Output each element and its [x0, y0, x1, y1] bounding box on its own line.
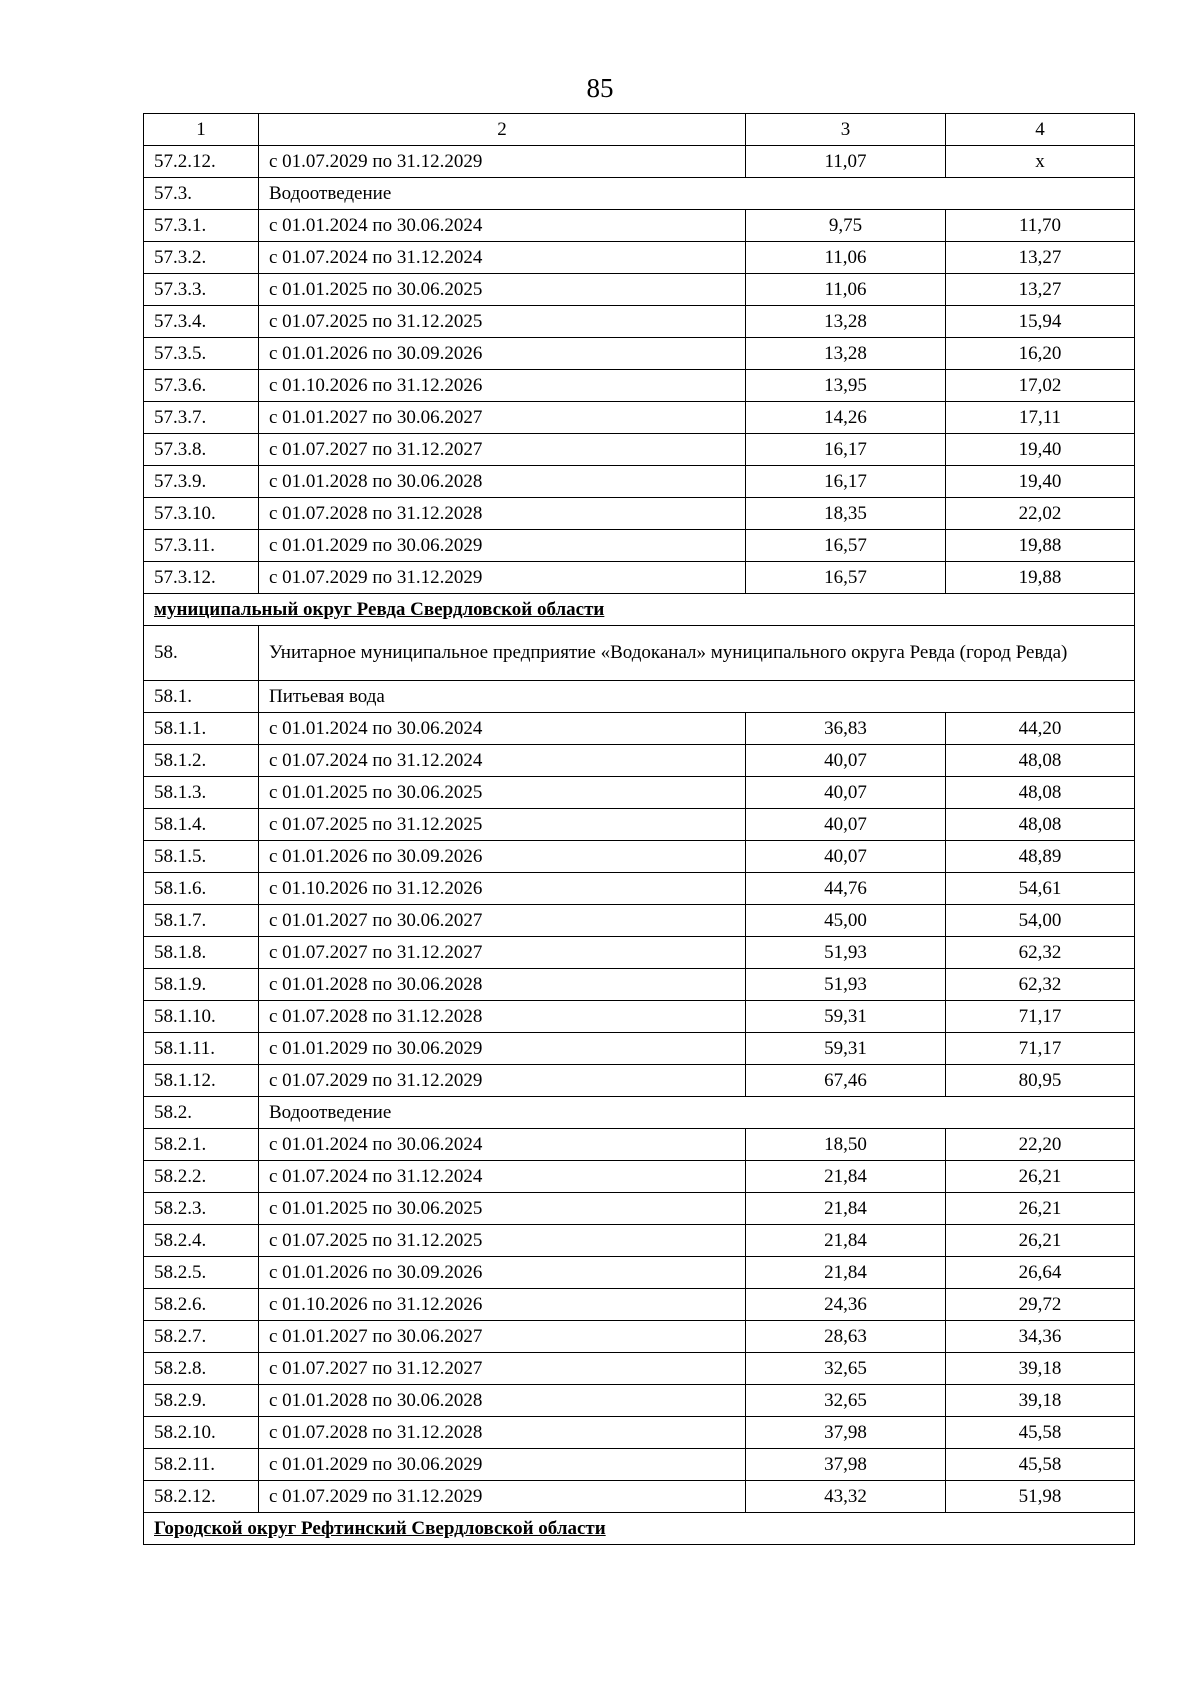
- row-period: с 01.01.2029 по 30.06.2029: [259, 1449, 746, 1481]
- row-period: с 01.07.2029 по 31.12.2029: [259, 1481, 746, 1513]
- section-title: муниципальный округ Ревда Свердловской области: [144, 594, 1135, 626]
- table-row: [144, 530, 1135, 562]
- row-code: 58.1.1.: [144, 713, 259, 745]
- row-value-col3: 18,35: [746, 498, 946, 530]
- row-value-col4: 19,88: [946, 530, 1135, 562]
- group-label: Питьевая вода: [259, 681, 1135, 713]
- row-code: 58.2.7.: [144, 1321, 259, 1353]
- row-code: 58.1.9.: [144, 969, 259, 1001]
- row-value-col3: 40,07: [746, 809, 946, 841]
- row-code: 58.2.3.: [144, 1193, 259, 1225]
- group-code: 58.2.: [144, 1097, 259, 1129]
- row-code: 58.1.7.: [144, 905, 259, 937]
- row-value-col4: 13,27: [946, 242, 1135, 274]
- row-value-col4: 22,20: [946, 1129, 1135, 1161]
- row-value-col3: 13,28: [746, 338, 946, 370]
- row-value-col4: 26,21: [946, 1161, 1135, 1193]
- row-value-col3: 18,50: [746, 1129, 946, 1161]
- row-period: с 01.01.2028 по 30.06.2028: [259, 466, 746, 498]
- row-value-col3: 51,93: [746, 937, 946, 969]
- row-value-col3: 11,06: [746, 274, 946, 306]
- row-period: с 01.01.2025 по 30.06.2025: [259, 1193, 746, 1225]
- row-code: 57.3.12.: [144, 562, 259, 594]
- table-header-row: [144, 114, 1135, 146]
- row-code: 58.2.2.: [144, 1161, 259, 1193]
- row-period: с 01.10.2026 по 31.12.2026: [259, 370, 746, 402]
- row-value-col4: 39,18: [946, 1385, 1135, 1417]
- column-header-3: 3: [746, 114, 946, 146]
- table-row: [144, 1385, 1135, 1417]
- row-code: 58.2.9.: [144, 1385, 259, 1417]
- row-period: с 01.01.2026 по 30.09.2026: [259, 841, 746, 873]
- row-value-col3: 11,07: [746, 146, 946, 178]
- row-value-col4: 51,98: [946, 1481, 1135, 1513]
- row-period: с 01.01.2025 по 30.06.2025: [259, 777, 746, 809]
- row-period: с 01.07.2027 по 31.12.2027: [259, 1353, 746, 1385]
- row-period: с 01.07.2029 по 31.12.2029: [259, 1065, 746, 1097]
- row-period: с 01.01.2029 по 30.06.2029: [259, 530, 746, 562]
- row-code: 57.3.4.: [144, 306, 259, 338]
- row-value-col4: 17,11: [946, 402, 1135, 434]
- row-period: с 01.01.2029 по 30.06.2029: [259, 1033, 746, 1065]
- row-period: с 01.01.2024 по 30.06.2024: [259, 1129, 746, 1161]
- row-code: 58.2.8.: [144, 1353, 259, 1385]
- row-period: с 01.01.2027 по 30.06.2027: [259, 1321, 746, 1353]
- table-row: [144, 146, 1135, 178]
- tariff-table-body: [144, 114, 1135, 1545]
- table-row: [144, 969, 1135, 1001]
- row-code: 58.2.4.: [144, 1225, 259, 1257]
- row-value-col3: 67,46: [746, 1065, 946, 1097]
- row-period: с 01.01.2024 по 30.06.2024: [259, 713, 746, 745]
- row-value-col3: 16,57: [746, 530, 946, 562]
- row-code: 57.3.9.: [144, 466, 259, 498]
- row-period: с 01.07.2028 по 31.12.2028: [259, 498, 746, 530]
- row-period: с 01.01.2026 по 30.09.2026: [259, 1257, 746, 1289]
- row-period: с 01.10.2026 по 31.12.2026: [259, 873, 746, 905]
- row-value-col4: 19,88: [946, 562, 1135, 594]
- section-heading-row: [144, 1513, 1135, 1545]
- row-value-col4: 71,17: [946, 1001, 1135, 1033]
- row-period: с 01.07.2029 по 31.12.2029: [259, 146, 746, 178]
- table-row: [144, 809, 1135, 841]
- row-value-col4: 29,72: [946, 1289, 1135, 1321]
- group-code: 58.1.: [144, 681, 259, 713]
- table-row: [144, 777, 1135, 809]
- row-code: 57.3.6.: [144, 370, 259, 402]
- row-period: с 01.07.2024 по 31.12.2024: [259, 1161, 746, 1193]
- row-code: 58.2.12.: [144, 1481, 259, 1513]
- group-label: Водоотведение: [259, 1097, 1135, 1129]
- row-code: 58.2.6.: [144, 1289, 259, 1321]
- row-value-col4: 39,18: [946, 1353, 1135, 1385]
- row-period: с 01.01.2026 по 30.09.2026: [259, 338, 746, 370]
- column-header-4: 4: [946, 114, 1135, 146]
- group-row: [144, 681, 1135, 713]
- table-row: [144, 1001, 1135, 1033]
- section-title: Городской округ Рефтинский Свердловской области: [144, 1513, 1135, 1545]
- org-name: Унитарное муниципальное предприятие «Водоканал» муниципального округа Ревда (город Ревда): [259, 626, 1135, 681]
- row-code: 57.3.1.: [144, 210, 259, 242]
- table-row: [144, 338, 1135, 370]
- row-value-col3: 43,32: [746, 1481, 946, 1513]
- row-value-col4: 19,40: [946, 434, 1135, 466]
- row-period: с 01.07.2024 по 31.12.2024: [259, 242, 746, 274]
- row-code: 57.3.5.: [144, 338, 259, 370]
- row-period: с 01.10.2026 по 31.12.2026: [259, 1289, 746, 1321]
- row-value-col3: 9,75: [746, 210, 946, 242]
- row-value-col3: 21,84: [746, 1161, 946, 1193]
- table-row: [144, 434, 1135, 466]
- table-row: [144, 1449, 1135, 1481]
- row-value-col4: 17,02: [946, 370, 1135, 402]
- row-code: 58.1.11.: [144, 1033, 259, 1065]
- row-value-col4: 80,95: [946, 1065, 1135, 1097]
- row-code: 58.1.4.: [144, 809, 259, 841]
- row-code: 57.3.11.: [144, 530, 259, 562]
- table-row: [144, 1321, 1135, 1353]
- row-value-col3: 14,26: [746, 402, 946, 434]
- row-value-col4: 48,08: [946, 809, 1135, 841]
- group-code: 57.3.: [144, 178, 259, 210]
- row-value-col3: 45,00: [746, 905, 946, 937]
- table-row: [144, 1417, 1135, 1449]
- table-row: [144, 1193, 1135, 1225]
- row-period: с 01.01.2028 по 30.06.2028: [259, 1385, 746, 1417]
- row-code: 58.2.1.: [144, 1129, 259, 1161]
- table-row: [144, 1481, 1135, 1513]
- row-value-col3: 13,95: [746, 370, 946, 402]
- group-row: [144, 178, 1135, 210]
- row-value-col3: 36,83: [746, 713, 946, 745]
- row-code: 58.2.10.: [144, 1417, 259, 1449]
- row-value-col4: 11,70: [946, 210, 1135, 242]
- row-value-col4: 19,40: [946, 466, 1135, 498]
- row-code: 58.1.3.: [144, 777, 259, 809]
- row-value-col4: 26,21: [946, 1193, 1135, 1225]
- row-code: 58.2.5.: [144, 1257, 259, 1289]
- row-value-col3: 51,93: [746, 969, 946, 1001]
- group-label: Водоотведение: [259, 178, 1135, 210]
- table-row: [144, 1289, 1135, 1321]
- row-value-col4: 45,58: [946, 1417, 1135, 1449]
- row-period: с 01.07.2027 по 31.12.2027: [259, 434, 746, 466]
- table-row: [144, 873, 1135, 905]
- table-row: [144, 713, 1135, 745]
- table-row: [144, 1129, 1135, 1161]
- row-value-col3: 16,17: [746, 466, 946, 498]
- row-code: 58.1.5.: [144, 841, 259, 873]
- org-code: 58.: [144, 626, 259, 681]
- row-code: 58.1.8.: [144, 937, 259, 969]
- row-value-col3: 40,07: [746, 777, 946, 809]
- row-value-col4: 26,21: [946, 1225, 1135, 1257]
- table-row: [144, 466, 1135, 498]
- table-row: [144, 841, 1135, 873]
- row-value-col4: 34,36: [946, 1321, 1135, 1353]
- row-value-col3: 11,06: [746, 242, 946, 274]
- row-value-col3: 21,84: [746, 1257, 946, 1289]
- row-value-col4: 44,20: [946, 713, 1135, 745]
- row-period: с 01.01.2027 по 30.06.2027: [259, 905, 746, 937]
- row-value-col4: 45,58: [946, 1449, 1135, 1481]
- row-value-col4: 54,61: [946, 873, 1135, 905]
- row-value-col3: 32,65: [746, 1385, 946, 1417]
- row-value-col4: 54,00: [946, 905, 1135, 937]
- row-value-col3: 37,98: [746, 1417, 946, 1449]
- table-row: [144, 370, 1135, 402]
- table-row: [144, 1353, 1135, 1385]
- row-value-col4: 26,64: [946, 1257, 1135, 1289]
- row-value-col3: 32,65: [746, 1353, 946, 1385]
- row-period: с 01.07.2028 по 31.12.2028: [259, 1001, 746, 1033]
- tariff-table: [143, 113, 1135, 1545]
- row-code: 58.1.10.: [144, 1001, 259, 1033]
- table-row: [144, 905, 1135, 937]
- row-value-col4: 62,32: [946, 937, 1135, 969]
- row-value-col3: 16,17: [746, 434, 946, 466]
- row-period: с 01.07.2025 по 31.12.2025: [259, 1225, 746, 1257]
- table-row: [144, 242, 1135, 274]
- table-row: [144, 745, 1135, 777]
- row-period: с 01.07.2024 по 31.12.2024: [259, 745, 746, 777]
- row-value-col3: 40,07: [746, 745, 946, 777]
- row-value-col3: 21,84: [746, 1225, 946, 1257]
- row-value-col3: 24,36: [746, 1289, 946, 1321]
- row-code: 57.3.8.: [144, 434, 259, 466]
- table-row: [144, 1033, 1135, 1065]
- table-row: [144, 937, 1135, 969]
- section-heading-row: [144, 594, 1135, 626]
- table-row: [144, 498, 1135, 530]
- row-value-col3: 13,28: [746, 306, 946, 338]
- table-row: [144, 1161, 1135, 1193]
- row-value-col4: х: [946, 146, 1135, 178]
- row-value-col4: 48,08: [946, 777, 1135, 809]
- row-period: с 01.07.2027 по 31.12.2027: [259, 937, 746, 969]
- row-code: 58.1.12.: [144, 1065, 259, 1097]
- row-value-col3: 21,84: [746, 1193, 946, 1225]
- row-value-col4: 16,20: [946, 338, 1135, 370]
- row-value-col4: 48,89: [946, 841, 1135, 873]
- row-code: 58.1.2.: [144, 745, 259, 777]
- row-code: 58.2.11.: [144, 1449, 259, 1481]
- row-value-col4: 13,27: [946, 274, 1135, 306]
- column-header-1: 1: [144, 114, 259, 146]
- table-row: [144, 210, 1135, 242]
- row-period: с 01.07.2025 по 31.12.2025: [259, 306, 746, 338]
- row-period: с 01.01.2027 по 30.06.2027: [259, 402, 746, 434]
- row-value-col3: 28,63: [746, 1321, 946, 1353]
- row-period: с 01.07.2028 по 31.12.2028: [259, 1417, 746, 1449]
- row-value-col3: 16,57: [746, 562, 946, 594]
- row-value-col4: 71,17: [946, 1033, 1135, 1065]
- row-code: 57.3.2.: [144, 242, 259, 274]
- table-row: [144, 402, 1135, 434]
- row-value-col3: 40,07: [746, 841, 946, 873]
- table-row: [144, 274, 1135, 306]
- row-period: с 01.07.2025 по 31.12.2025: [259, 809, 746, 841]
- row-value-col3: 37,98: [746, 1449, 946, 1481]
- row-code: 57.3.3.: [144, 274, 259, 306]
- row-value-col3: 59,31: [746, 1001, 946, 1033]
- row-value-col3: 44,76: [746, 873, 946, 905]
- table-row: [144, 306, 1135, 338]
- row-code: 58.1.6.: [144, 873, 259, 905]
- row-code: 57.3.10.: [144, 498, 259, 530]
- row-period: с 01.01.2028 по 30.06.2028: [259, 969, 746, 1001]
- row-code: 57.3.7.: [144, 402, 259, 434]
- row-value-col4: 48,08: [946, 745, 1135, 777]
- row-period: с 01.01.2024 по 30.06.2024: [259, 210, 746, 242]
- row-value-col4: 22,02: [946, 498, 1135, 530]
- table-row: [144, 1225, 1135, 1257]
- row-value-col3: 59,31: [746, 1033, 946, 1065]
- row-period: с 01.07.2029 по 31.12.2029: [259, 562, 746, 594]
- row-period: с 01.01.2025 по 30.06.2025: [259, 274, 746, 306]
- table-row: [144, 562, 1135, 594]
- row-value-col4: 62,32: [946, 969, 1135, 1001]
- page-number: 85: [586, 73, 614, 103]
- table-row: [144, 1257, 1135, 1289]
- row-value-col4: 15,94: [946, 306, 1135, 338]
- table-row: [144, 1065, 1135, 1097]
- row-code: 57.2.12.: [144, 146, 259, 178]
- organization-row: [144, 626, 1135, 681]
- group-row: [144, 1097, 1135, 1129]
- column-header-2: 2: [259, 114, 746, 146]
